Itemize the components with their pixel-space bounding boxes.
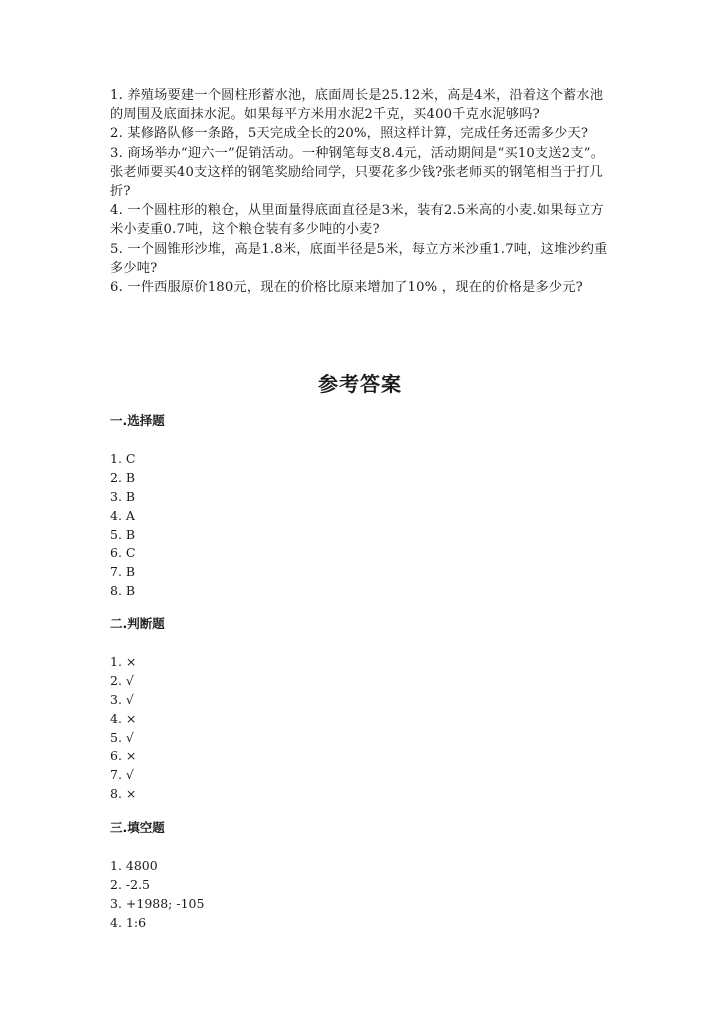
answer-item: 2. B: [110, 469, 136, 485]
answer-item: 2. √: [110, 672, 134, 688]
answer-item: 8. ×: [110, 786, 137, 802]
answers-title: 参考答案: [318, 372, 402, 396]
problem-1: 1. 养殖场要建一个圆柱形蓄水池，底面周长是25.12米，高是4米，沿着这个蓄水池的周围及底面抹水泥。如果每平方米用水泥2千克，买400千克水泥够吗?: [110, 88, 604, 123]
answer-list: [110, 857, 610, 933]
answer-item: 6. ×: [110, 748, 137, 764]
answer-item: 3. B: [110, 488, 136, 504]
answer-item: 1. C: [110, 451, 136, 466]
answer-item: 8. B: [110, 583, 136, 599]
answer-item: 7. √: [110, 767, 134, 783]
section-judgement: [110, 614, 610, 804]
section-heading: 二.判断题: [110, 616, 165, 631]
section-heading: 三.填空题: [110, 820, 165, 835]
problem-3: 3. 商场举办“迎六一”促销活动。一种钢笔每支8.4元，活动期间是“买10支送2支”。张老师要买40支这样的钢笔奖励给同学，只要花多少钱?张老师买的钢笔相当于打几折?: [110, 145, 605, 200]
answer-item: 4. A: [110, 507, 135, 523]
problem-list: [110, 86, 610, 297]
answer-item: 3. +1988; -105: [110, 895, 205, 911]
answer-item: 1. 4800: [110, 858, 158, 873]
answer-item: 1. ×: [110, 654, 137, 669]
answer-item: 3. √: [110, 691, 134, 707]
section-heading: 一.选择题: [110, 413, 165, 428]
problem-2: 2. 某修路队修一条路，5天完成全长的20%，照这样计算，完成任务还需多少天?: [110, 126, 589, 142]
section-choice: [110, 411, 610, 601]
answer-item: 6. C: [110, 545, 136, 561]
answer-list: [110, 653, 610, 804]
answer-item: 5. √: [110, 729, 134, 745]
problem-4: 4. 一个圆柱形的粮仓，从里面量得底面直径是3米，装有2.5米高的小麦.如果每立方米小麦重0.7吨，这个粮仓装有多少吨的小麦?: [110, 203, 604, 238]
answer-item: 4. 1:6: [110, 914, 147, 930]
section-fill-blank: [110, 818, 610, 933]
answer-item: 4. ×: [110, 710, 137, 726]
answer-item: 5. B: [110, 526, 136, 542]
problem-5: 5. 一个圆锥形沙堆，高是1.8米，底面半径是5米，每立方米沙重1.7吨，这堆沙约重多少吨?: [110, 241, 608, 276]
problem-6: 6. 一件西服原价180元，现在的价格比原来增加了10% ，现在的价格是多少元?: [110, 280, 583, 296]
answer-item: 2. -2.5: [110, 876, 151, 892]
answer-list: [110, 450, 610, 601]
answer-item: 7. B: [110, 564, 136, 580]
